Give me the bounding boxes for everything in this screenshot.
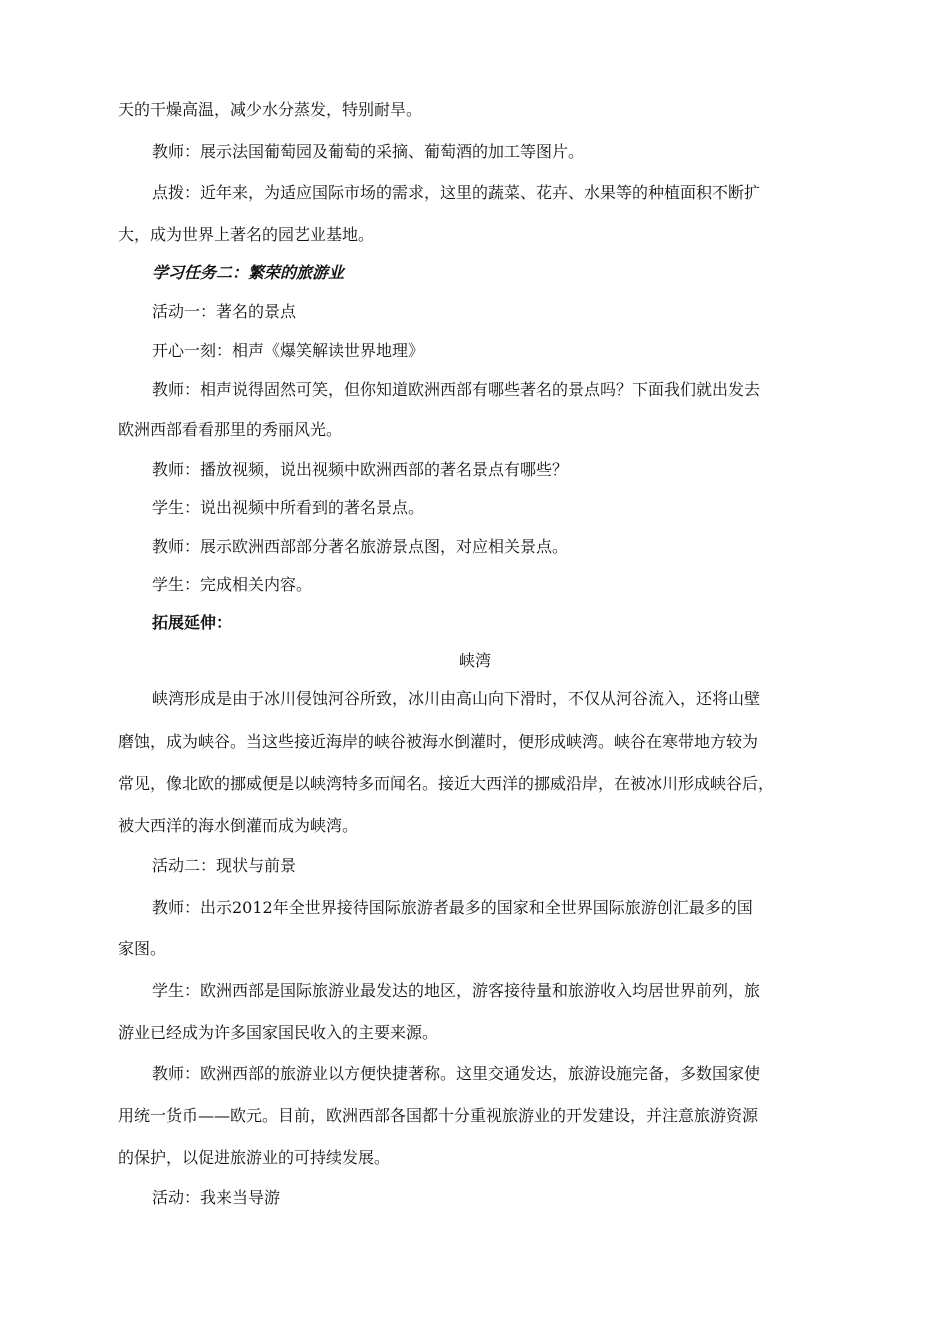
text-line: 学生：欧洲西部是国际旅游业最发达的地区，游客接待量和旅游收入均居世界前列，旅: [152, 981, 761, 1000]
text-line: 家图。: [118, 939, 167, 958]
text-line: 学生：完成相关内容。: [152, 575, 313, 594]
text-line: 教师：欧洲西部的旅游业以方便快捷著称。这里交通发达，旅游设施完备，多数国家使: [152, 1064, 761, 1083]
text-line: 大，成为世界上著名的园艺业基地。: [118, 225, 375, 244]
text-line: 学生：说出视频中所看到的著名景点。: [152, 498, 425, 517]
text-line: 游业已经成为许多国家国民收入的主要来源。: [118, 1023, 439, 1042]
text-line: 教师：相声说得固然可笑，但你知道欧洲西部有哪些著名的景点吗？下面我们就出发去: [152, 380, 761, 399]
text-line: 磨蚀，成为峡谷。当这些接近海岸的峡谷被海水倒灌时，便形成峡湾。峡谷在寒带地方较为: [118, 732, 759, 751]
text-line: 活动：我来当导游: [152, 1188, 281, 1207]
text-line: 教师：播放视频，说出视频中欧洲西部的著名景点有哪些？: [152, 460, 569, 479]
sub-heading: 拓展延伸：: [152, 613, 233, 632]
text-line: 用统一货币——欧元。目前，欧洲西部各国都十分重视旅游业的开发建设，并注意旅游资源: [118, 1106, 759, 1125]
section-heading: 学习任务二：繁荣的旅游业: [152, 263, 345, 282]
text-line: 活动二：现状与前景: [152, 856, 297, 875]
text-line: 的保护，以促进旅游业的可持续发展。: [118, 1148, 391, 1167]
text-line: 点拨：近年来，为适应国际市场的需求，这里的蔬菜、花卉、水果等的种植面积不断扩: [152, 183, 761, 202]
text-line: 教师：出示2012年全世界接待国际旅游者最多的国家和全世界国际旅游创汇最多的国: [152, 898, 753, 917]
text-line: 教师：展示欧洲西部部分著名旅游景点图，对应相关景点。: [152, 537, 569, 556]
text-line: 天的干燥高温，减少水分蒸发，特别耐旱。: [118, 100, 423, 119]
text-line: 峡湾形成是由于冰川侵蚀河谷所致，冰川由高山向下滑时，不仅从河谷流入，还将山壁: [152, 689, 761, 708]
text-line: 被大西洋的海水倒灌而成为峡湾。: [118, 816, 359, 835]
text-line: 欧洲西部看看那里的秀丽风光。: [118, 420, 343, 439]
text-line: 活动一：著名的景点: [152, 302, 297, 321]
text-line: 开心一刻：相声《爆笑解读世界地理》: [152, 341, 425, 360]
text-line: 教师：展示法国葡萄园及葡萄的采摘、葡萄酒的加工等图片。: [152, 142, 585, 161]
text-line: 常见，像北欧的挪威便是以峡湾特多而闻名。接近大西洋的挪威沿岸，在被冰川形成峡谷后，: [118, 774, 775, 793]
centered-title: 峡湾: [458, 651, 491, 670]
